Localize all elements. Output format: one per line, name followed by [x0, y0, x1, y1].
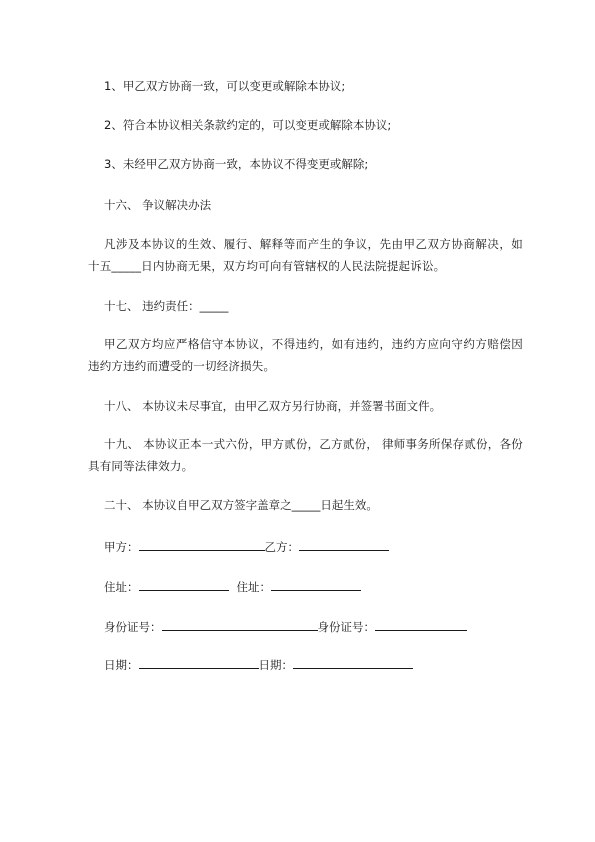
party-b-signature-line [299, 538, 389, 551]
date-a-line [139, 656, 259, 669]
id-b-label: 身份证号： [317, 620, 375, 634]
section-16-heading: 十六、 争议解决办法 [104, 198, 212, 212]
party-a-label: 甲方： [104, 540, 139, 554]
party-b-label: 乙方： [264, 540, 299, 554]
section-17-heading: 十七、 违约责任：_____ [104, 299, 229, 313]
id-row [104, 618, 467, 635]
address-a-label: 住址： [104, 580, 139, 594]
id-b-line [375, 618, 467, 631]
address-a-line [139, 578, 229, 591]
address-b-line [271, 578, 361, 591]
section-17-body: 甲乙双方均应严格信守本协议，不得违约，如有违约，违约方应向守约方赔偿因违约方违约而遭受的一切经济损失。 [88, 337, 523, 373]
clause-1: 1、甲乙双方协商一致，可以变更或解除本协议; [104, 79, 346, 93]
address-b-label: 住址： [236, 580, 271, 594]
section-19: 十九、 本协议正本一式六份，甲方贰份，乙方贰份， 律师事务所保存贰份，各份具有同等法律效力。 [88, 437, 523, 473]
party-a-signature-line [139, 538, 265, 551]
date-b-line [293, 656, 413, 669]
date-b-label: 日期： [258, 658, 293, 672]
party-row [104, 538, 389, 555]
id-a-label: 身份证号： [104, 620, 162, 634]
id-a-line [162, 618, 318, 631]
section-16-body: 凡涉及本协议的生效、履行、解释等而产生的争议，先由甲乙双方协商解决，如十五_____日内协商无果，双方均可向有管辖权的人民法院提起诉讼。 [88, 237, 523, 273]
section-18: 十八、 本协议未尽事宜，由甲乙双方另行协商，并签署书面文件。 [104, 399, 442, 413]
clause-3: 3、未经甲乙双方协商一致，本协议不得变更或解除; [104, 157, 369, 171]
clause-2: 2、符合本协议相关条款约定的，可以变更或解除本协议; [104, 118, 392, 132]
date-a-label: 日期： [104, 658, 139, 672]
date-row [104, 656, 413, 673]
section-20: 二十、 本协议自甲乙双方签字盖章之_____日起生效。 [104, 498, 378, 512]
address-row [104, 578, 361, 595]
